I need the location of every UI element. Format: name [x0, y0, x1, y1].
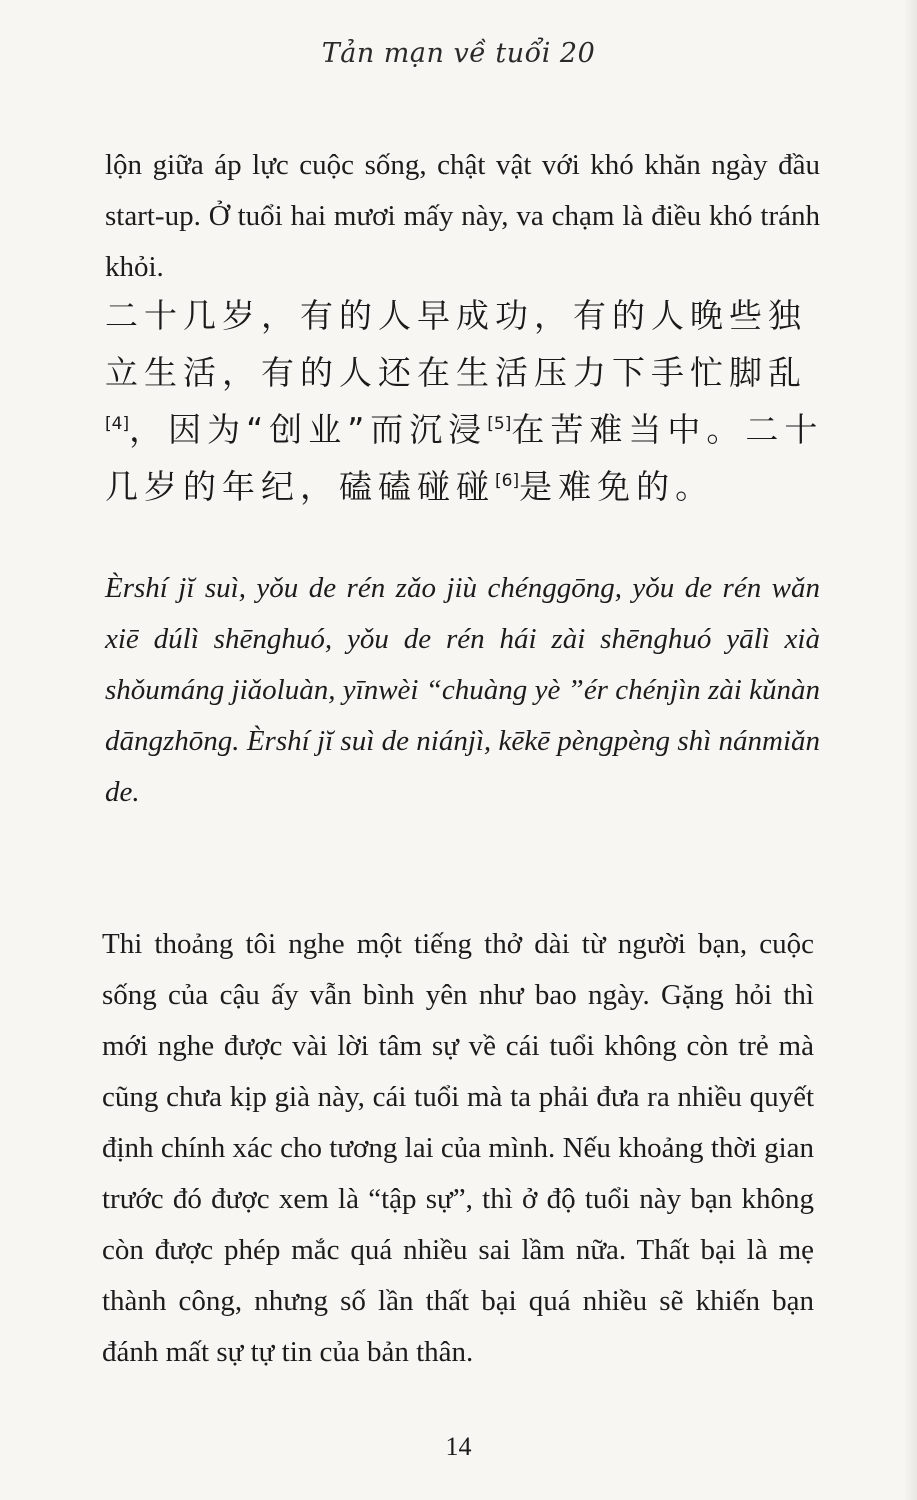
paragraph-body: Thi thoảng tôi nghe một tiếng thở dài từ người bạn, cuộc sống của cậu ấy vẫn bình yên như bao ngày. Gặng hỏi thì mới nghe được vài lời tâm sự về cái tuổi không còn trẻ mà cũng chưa kịp già này, cái tuổi mà ta phải đưa ra nhiều quyết định chính xác cho tương lai của mình. Nếu khoảng thời gian trước đó được xem là “tập sự”, thì ở độ tuổi này bạn không còn được phép mắc quá nhiều sai lầm nữa. Thất bại là mẹ thành công, nhưng số lần thất bại quá nhiều sẽ khiến bạn đánh mất sự tự tin của bản thân. [102, 928, 814, 1368]
page-edge-shadow [903, 0, 917, 1500]
footnote-ref-6[interactable]: [6] [495, 471, 520, 491]
footnote-ref-5[interactable]: [5] [487, 414, 512, 434]
paragraph-continuation: lộn giữa áp lực cuộc sống, chật vật với khó khăn ngày đầu start-up. Ở tuổi hai mươi mấy này, va chạm là điều khó tránh khỏi. [105, 149, 820, 283]
chinese-text-4: 是难免的。 [519, 467, 715, 506]
chinese-text-2: ，因为“创业”而沉浸 [129, 410, 488, 449]
chinese-text-1: 二十几岁，有的人早成功，有的人晚些独立生活，有的人还在生活压力下手忙脚乱 [105, 296, 807, 392]
footnote-ref-4[interactable]: [4] [105, 414, 130, 434]
page-number: 14 [445, 1432, 472, 1461]
pinyin-transcription: Èrshí jĭ suì, yǒu de rén zǎo jiù chénggōng, yǒu de rén wǎn xiē dúlì shēnghuó, yǒu de rén hái zài shēnghuó yālì xià shǒumáng jiǎoluàn, yīnwèi “chuàng yè ”ér chénjìn zài kǔnàn dāngzhōng. Èrshí jĭ suì de niánjì, kēkē pèngpèng shì nánmiǎn de. [105, 572, 820, 808]
chinese-passage [105, 287, 830, 515]
running-header: Tản mạn về tuổi 20 [321, 38, 596, 69]
chinese-text-3: 在苦难当中。二十几岁的年纪，磕磕碰碰 [105, 410, 824, 506]
